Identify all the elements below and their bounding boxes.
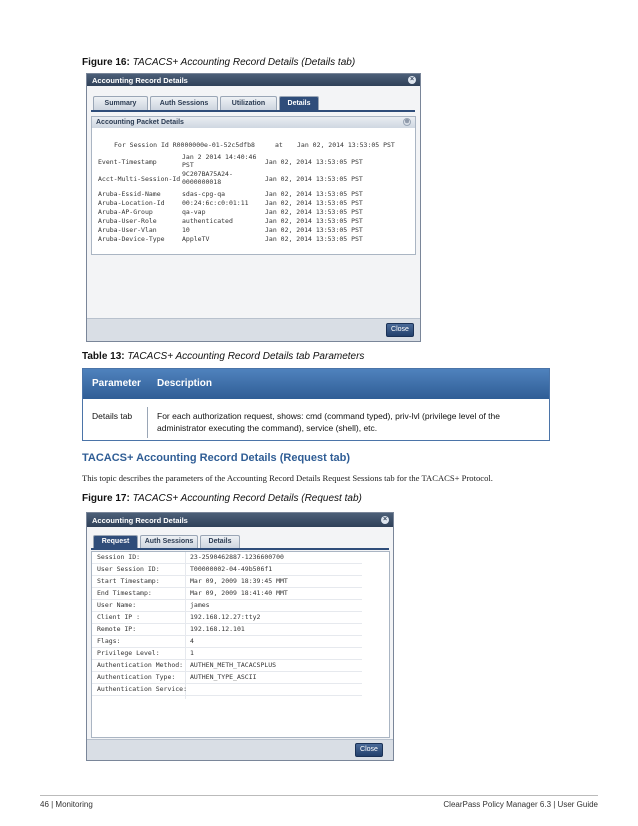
accounting-record-details-dialog: [86, 73, 421, 342]
attr-value: sdas-cpg-qa: [182, 190, 226, 198]
panel-header: [92, 117, 415, 128]
session-at: at: [275, 141, 283, 149]
attr-name: Aruba-Device-Type: [98, 235, 165, 243]
row-value: 1: [190, 649, 194, 657]
dialog-footer: [87, 318, 420, 341]
attr-name: Aruba-AP-Group: [98, 208, 153, 216]
attr-value-line2: PST: [182, 161, 194, 169]
header-gap: [83, 399, 549, 407]
table-13-caption: [82, 351, 364, 362]
request-details-panel: [91, 551, 390, 738]
dialog-title: Accounting Record Details: [92, 75, 188, 85]
footer-right: ClearPass Policy Manager 6.3 | User Guide: [443, 800, 598, 809]
figure-17-caption: [82, 493, 362, 504]
tab-underline: [91, 548, 389, 550]
attr-time: Jan 02, 2014 13:53:05 PST: [265, 217, 363, 225]
attr-time: Jan 02, 2014 13:53:05 PST: [265, 235, 363, 243]
row-key: Remote IP:: [97, 625, 137, 633]
close-icon[interactable]: ×: [409, 76, 415, 83]
attr-name: Aruba-User-Role: [98, 217, 157, 225]
row-key: Authentication Service:: [97, 685, 188, 693]
header-parameter: Parameter: [92, 378, 141, 389]
cell-description: [157, 410, 500, 434]
tab-auth-sessions[interactable]: Auth Sessions: [150, 96, 218, 110]
attr-time: Jan 02, 2014 13:53:05 PST: [265, 175, 363, 183]
dialog-title-bar: [87, 74, 420, 86]
attr-name: Event-Timestamp: [98, 158, 157, 166]
tab-details[interactable]: Details: [279, 96, 319, 110]
header-description: Description: [157, 378, 213, 389]
table-row: [92, 624, 362, 636]
session-id: R0000000e-01-52c5dfb8: [172, 141, 255, 149]
table-row: [92, 612, 362, 624]
footer-left: 46 | Monitoring: [40, 800, 93, 809]
session-prefix: For Session Id: [114, 141, 169, 149]
row-key: Authentication Method:: [97, 661, 184, 669]
row-value: 4: [190, 637, 194, 645]
description-line: For each authorization request, shows: cmd (command typed), priv-lvl (privilege level of the: [157, 411, 500, 421]
table-row: [92, 588, 362, 600]
attr-time: Jan 02, 2014 13:53:05 PST: [265, 208, 363, 216]
attr-time: Jan 02, 2014 13:53:05 PST: [265, 199, 363, 207]
table-caption-text: TACACS+ Accounting Record Details tab Parameters: [127, 351, 365, 362]
table-row: [92, 672, 362, 684]
row-value: 23-2590462887-1236600700: [190, 553, 284, 561]
row-value: Mar 09, 2009 18:39:45 MMT: [190, 577, 288, 585]
attr-value: [182, 153, 256, 169]
tab-utilization[interactable]: Utilization: [220, 96, 277, 110]
attr-value: qa-vap: [182, 208, 206, 216]
tab-bar: [93, 535, 240, 548]
table-row: [92, 636, 362, 648]
row-value: 192.168.12.27:tty2: [190, 613, 261, 621]
attr-value: 00:24:6c:c0:01:11: [182, 199, 249, 207]
row-key: Flags:: [97, 637, 121, 645]
attr-value: AppleTV: [182, 235, 210, 243]
figure-caption-text: TACACS+ Accounting Record Details (Details tab): [132, 57, 356, 68]
row-key: User Session ID:: [97, 565, 160, 573]
cell-parameter: Details tab: [92, 411, 133, 421]
table-row: [83, 407, 549, 438]
parameters-table: [82, 368, 550, 441]
panel-title: Accounting Packet Details: [96, 119, 184, 126]
figure-16-caption: [82, 57, 355, 68]
figure-label: Figure 17:: [82, 493, 130, 504]
tab-bar: [93, 96, 319, 110]
table-header: [83, 369, 549, 399]
tab-request[interactable]: Request: [93, 535, 138, 548]
tab-details[interactable]: Details: [200, 535, 240, 548]
attr-value: [182, 170, 233, 186]
tab-underline: [91, 110, 415, 112]
row-key: Client IP :: [97, 613, 141, 621]
dialog-footer: [87, 739, 393, 760]
footer-rule: [40, 795, 598, 796]
attr-value-line1: Jan 2 2014 14:40:46: [182, 153, 257, 161]
table-row: [92, 564, 362, 576]
row-value: AUTHEN_TYPE_ASCII: [190, 673, 257, 681]
row-key: Privilege Level:: [97, 649, 160, 657]
table-row: [92, 576, 362, 588]
attr-value-line2: 0000000018: [182, 178, 222, 186]
session-time: Jan 02, 2014 13:53:05 PST: [297, 141, 395, 149]
row-value: Mar 09, 2009 18:41:40 MMT: [190, 589, 288, 597]
session-line: [114, 141, 255, 149]
section-body: This topic describes the parameters of the Accounting Record Details Request Sessions tab for the TACACS+ Protocol.: [82, 473, 493, 483]
row-key: Session ID:: [97, 553, 141, 561]
figure-caption-text: TACACS+ Accounting Record Details (Request tab): [132, 493, 362, 504]
attr-value: 10: [182, 226, 190, 234]
row-key: Start Timestamp:: [97, 577, 160, 585]
figure-label: Figure 16:: [82, 57, 130, 68]
row-value: T00000002-04-49b506f1: [190, 565, 273, 573]
table-row: [92, 600, 362, 612]
close-button[interactable]: Close: [355, 743, 383, 757]
attr-name: Aruba-User-Vlan: [98, 226, 157, 234]
row-key: Authentication Type:: [97, 673, 176, 681]
dialog-title-bar: [87, 513, 393, 527]
table-row: [92, 552, 362, 564]
attr-name: Aruba-Essid-Name: [98, 190, 161, 198]
attr-name: Aruba-Location-Id: [98, 199, 165, 207]
tab-summary[interactable]: Summary: [93, 96, 148, 110]
section-heading: TACACS+ Accounting Record Details (Request tab): [82, 452, 351, 464]
description-line: administrator executing the command), service (shell), etc.: [157, 423, 378, 433]
row-value: AUTHEN_METH_TACACSPLUS: [190, 661, 277, 669]
close-button[interactable]: Close: [386, 323, 414, 337]
row-value: 192.168.12.101: [190, 625, 245, 633]
table-row: [92, 660, 362, 672]
tab-auth-sessions[interactable]: Auth Sessions: [140, 535, 198, 548]
column-divider: [147, 407, 148, 438]
attr-name: Acct-Multi-Session-Id: [98, 175, 181, 183]
table-row: [92, 648, 362, 660]
row-key: User Name:: [97, 601, 137, 609]
attr-value-line1: 9C207BA75A24-: [182, 170, 233, 178]
accounting-record-details-dialog-request: [86, 512, 394, 761]
attr-time: Jan 02, 2014 13:53:05 PST: [265, 226, 363, 234]
close-icon[interactable]: ×: [382, 516, 388, 523]
accounting-packet-details-panel: [91, 116, 416, 255]
attr-time: Jan 02, 2014 13:53:05 PST: [265, 158, 363, 166]
attr-time: Jan 02, 2014 13:53:05 PST: [265, 190, 363, 198]
row-value: james: [190, 601, 210, 609]
table-row: [92, 684, 362, 696]
row-key: End Timestamp:: [97, 589, 152, 597]
table-label: Table 13:: [82, 351, 125, 362]
attr-value: authenticated: [182, 217, 233, 225]
collapse-icon[interactable]: ⊗: [404, 119, 410, 125]
dialog-title: Accounting Record Details: [92, 515, 188, 525]
